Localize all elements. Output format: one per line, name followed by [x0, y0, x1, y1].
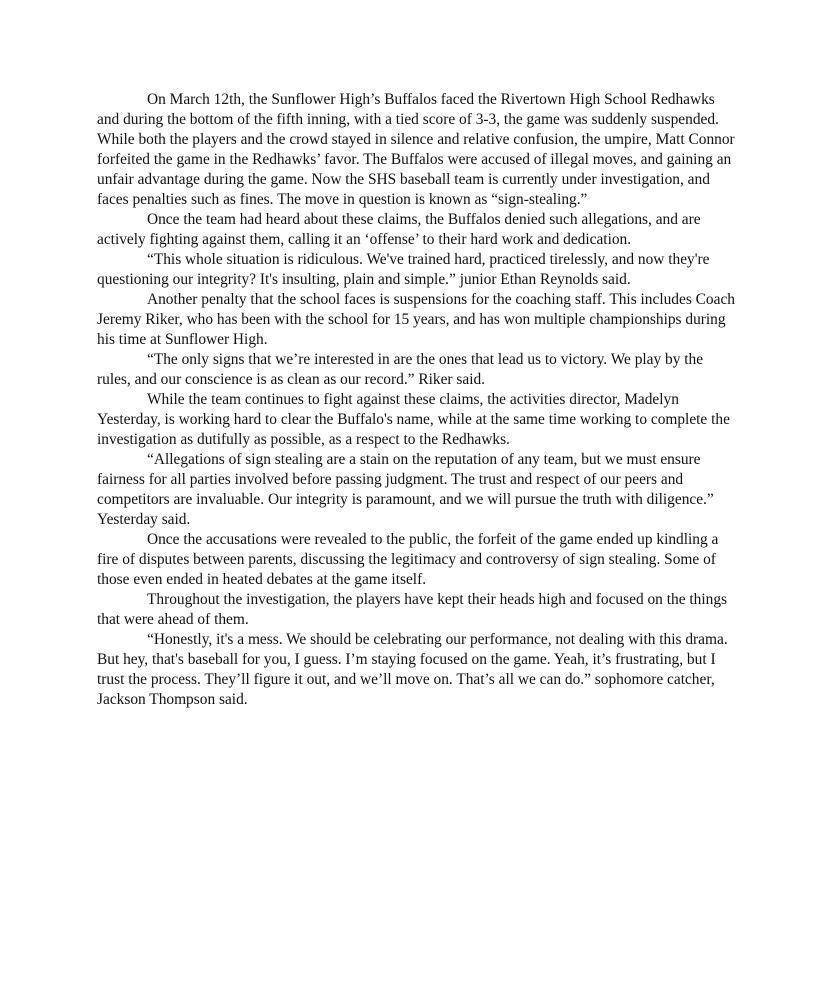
paragraph-public-disputes: Once the accusations were revealed to the public, the forfeit of the game ended up kindling a fire of disputes between parents, discussing the legitimacy and controversy of sign stealing. Some of those even ended in heated debates at the game itself.	[97, 531, 719, 588]
paragraph-coaching-penalty: Another penalty that the school faces is suspensions for the coaching staff. This includes Coach Jeremy Riker, who has been with the school for 15 years, and has won multiple championships during his time at Sunflower High.	[97, 291, 735, 348]
quote-jackson-thompson: “Honestly, it's a mess. We should be celebrating our performance, not dealing with this drama. But hey, that's baseball for you, I guess. I’m staying focused on the game. Yeah, it’s frustrating, but I trust the process. They’ll figure it out, and we’ll move on. That’s all we can do.” sophomore catcher, Jackson Thompson said.	[97, 631, 728, 708]
article-body	[97, 90, 737, 710]
quote-ethan-reynolds: “This whole situation is ridiculous. We've trained hard, practiced tirelessly, and now they're questioning our integrity? It's insulting, plain and simple.” junior Ethan Reynolds said.	[97, 251, 710, 288]
paragraph-denial: Once the team had heard about these claims, the Buffalos denied such allegations, and are actively fighting against them, calling it an ‘offense’ to their hard work and dedication.	[97, 211, 701, 248]
quote-madelyn-yesterday: “Allegations of sign stealing are a stain on the reputation of any team, but we must ensure fairness for all parties involved before passing judgment. The trust and respect of our peers and competitors are invaluable. Our integrity is paramount, and we will pursue the truth with diligence.” Yesterday said.	[97, 451, 714, 528]
paragraph-intro: On March 12th, the Sunflower High’s Buffalos faced the Rivertown High School Redhawks and during the bottom of the fifth inning, with a tied score of 3-3, the game was suddenly suspended. While both the players and the crowd stayed in silence and relative confusion, the umpire, Matt Connor forfeited the game in the Redhawks’ favor. The Buffalos were accused of illegal moves, and gaining an unfair advantage during the game. Now the SHS baseball team is currently under investigation, and faces penalties such as fines. The move in question is known as “sign-stealing.”	[97, 91, 735, 208]
paragraph-activities-director: While the team continues to fight against these claims, the activities director, Madelyn Yesterday, is working hard to clear the Buffalo's name, while at the same time working to complete the investigation as dutifully as possible, as a respect to the Redhawks.	[97, 391, 730, 448]
quote-coach-riker: “The only signs that we’re interested in are the ones that lead us to victory. We play by the rules, and our conscience is as clean as our record.” Riker said.	[97, 351, 704, 388]
paragraph-players-focus: Throughout the investigation, the players have kept their heads high and focused on the things that were ahead of them.	[97, 591, 728, 628]
